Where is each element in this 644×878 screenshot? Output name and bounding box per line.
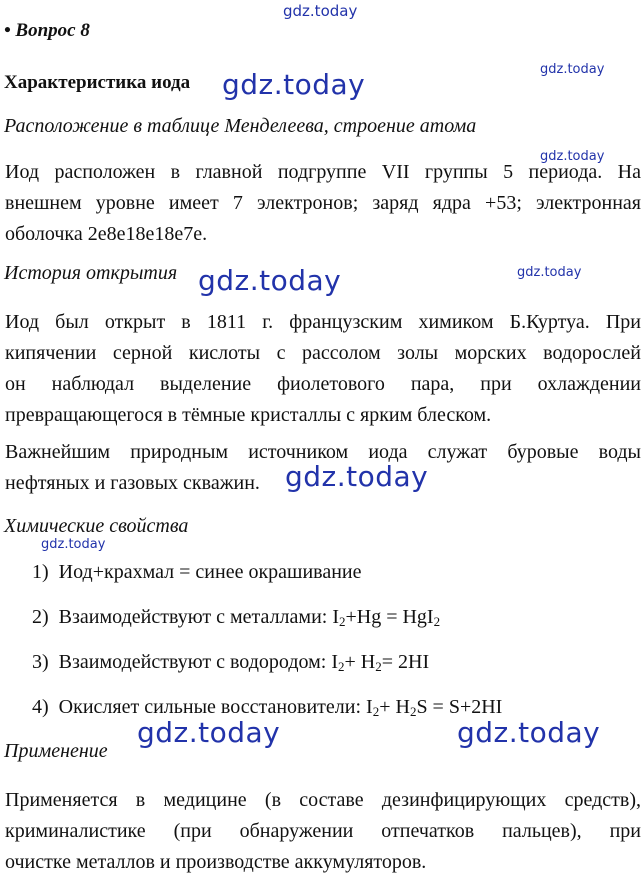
text-line: Важнейшим природным источником иода служат буровые воды — [5, 441, 641, 463]
item-text: + H — [344, 651, 376, 673]
location-heading: Расположение в таблице Менделеева, строение атома — [4, 115, 477, 137]
item-text: + H — [379, 696, 410, 718]
section-title: Характеристика иода — [4, 72, 191, 93]
item-number: 2) — [32, 606, 49, 628]
watermark: gdz.today — [41, 537, 106, 552]
text-line: криминалистике (при обнаружении отпечатков пальцев), при — [5, 820, 641, 842]
watermark: gdz.today — [540, 62, 605, 77]
subscript: 2 — [338, 614, 346, 629]
location-paragraph — [5, 157, 641, 250]
text-line: оболочка 2е8е18е18е7е. — [5, 223, 208, 245]
item-text: S = S+2HI — [416, 696, 503, 718]
property-item-1 — [32, 561, 362, 584]
item-text: +Hg = HgI — [345, 606, 434, 628]
text-line: Иод был открыт в 1811 г. французским химиком Б.Куртуа. При — [5, 311, 641, 333]
text-line: превращающегося в тёмные кристаллы с ярким блеском. — [5, 404, 492, 426]
watermark: gdz.today — [198, 264, 342, 297]
item-number: 1) — [32, 561, 49, 583]
item-number: 4) — [32, 696, 49, 718]
application-paragraph — [5, 785, 641, 878]
history-paragraph — [5, 307, 641, 431]
history-heading: История открытия — [4, 262, 178, 284]
text-line: кипячении серной кислоты с рассолом золы морских водорослей — [5, 342, 641, 364]
property-item-3 — [32, 651, 429, 674]
text-line: Иод расположен в главной подгруппе VII группы 5 периода. На — [5, 161, 641, 183]
subscript: 2 — [338, 659, 345, 674]
subscript: 2 — [372, 704, 380, 719]
text-line: очистке металлов и производстве аккумуляторов. — [5, 851, 427, 873]
subscript: 2 — [433, 614, 441, 629]
item-text: Взаимодействуют с металлами: I — [58, 606, 339, 628]
watermark: gdz.today — [283, 2, 358, 20]
watermark: gdz.today — [285, 460, 429, 493]
text-line: Применяется в медицине (в составе дезинфицирующих средств), — [5, 789, 641, 811]
text-line: внешнем уровне имеет 7 электронов; заряд ядра +53; электронная — [5, 192, 641, 214]
item-text: Взаимодействуют с водородом: I — [58, 651, 338, 673]
question-title: • Вопрос 8 — [4, 20, 90, 41]
text-line: он наблюдал выделение фиолетового пара, при охлаждении — [5, 373, 641, 395]
item-text: Окисляет сильные восстановители: I — [58, 696, 373, 718]
watermark: gdz.today — [517, 265, 582, 280]
application-heading: Применение — [4, 740, 108, 762]
item-text: Иод+крахмал = синее окрашивание — [58, 561, 362, 583]
watermark: gdz.today — [457, 716, 601, 749]
chemical-heading: Химические свойства — [4, 515, 189, 537]
subscript: 2 — [409, 704, 417, 719]
property-item-2 — [32, 606, 440, 629]
item-text: = 2HI — [381, 651, 430, 673]
watermark: gdz.today — [540, 149, 605, 164]
watermark: gdz.today — [222, 68, 366, 101]
item-number: 3) — [32, 651, 49, 673]
watermark: gdz.today — [137, 716, 281, 749]
text-line: нефтяных и газовых скважин. — [5, 472, 260, 494]
subscript: 2 — [375, 659, 382, 674]
